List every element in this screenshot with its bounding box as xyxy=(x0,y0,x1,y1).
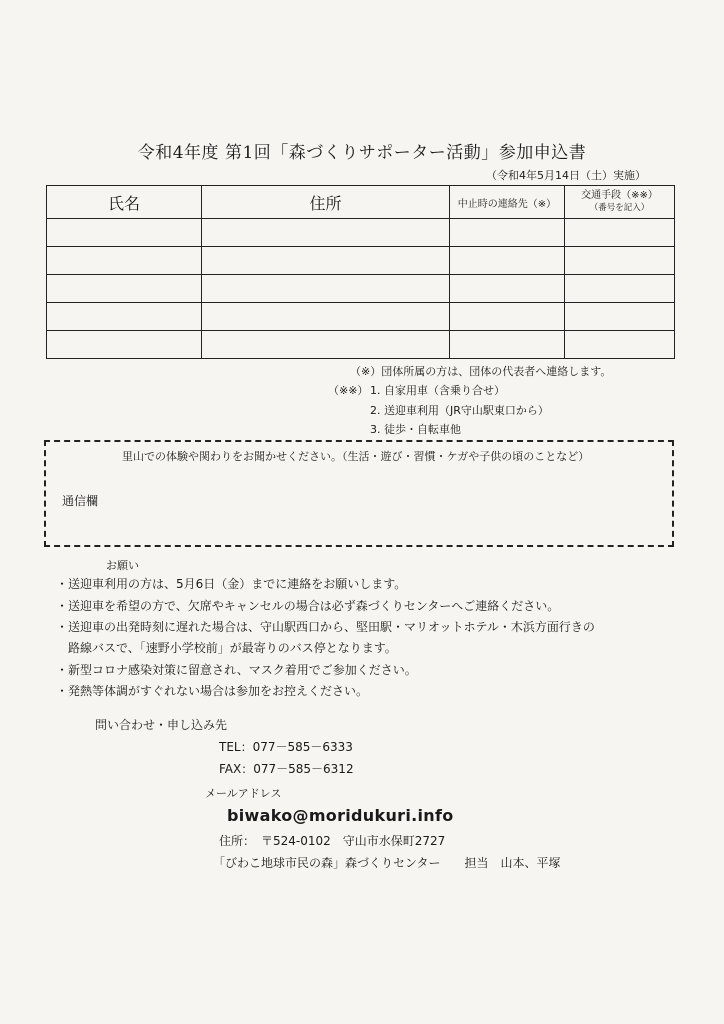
name-cell[interactable] xyxy=(47,331,202,359)
request-item: ・送迎車の出発時刻に遅れた場合は、守山駅西口から、堅田駅・マリオットホテル・木浜方面行きの xyxy=(56,620,595,634)
email-label: メールアドレス xyxy=(205,787,282,800)
name-cell[interactable] xyxy=(47,275,202,303)
transport-option-1: 1. 自家用車（含乗り合せ） xyxy=(370,384,505,397)
communication-label: 通信欄 xyxy=(62,494,99,508)
group-note: （※）団体所属の方は、団体の代表者へ連絡します。 xyxy=(350,365,612,378)
address-cell[interactable] xyxy=(202,331,450,359)
communication-box[interactable] xyxy=(44,440,674,547)
header-transport-label: 交通手段（※※） xyxy=(581,190,658,201)
contact-title: 問い合わせ・申し込み先 xyxy=(95,718,228,732)
communication-prompt: 里山での体験や関わりをお聞かせください。（生活・遊び・習慣・ケガや子供の頃のことなど） xyxy=(122,450,590,463)
contact-email[interactable]: biwako@moridukuri.info xyxy=(227,806,454,825)
table-header-row xyxy=(47,186,675,219)
name-cell[interactable] xyxy=(47,303,202,331)
transport-cell[interactable] xyxy=(565,275,675,303)
transport-option-3: 3. 徒歩・自転車他 xyxy=(370,423,461,436)
header-name: 氏名 xyxy=(47,186,202,219)
contact-address: 住所： 〒524-0102 守山市水保町2727 xyxy=(219,834,446,848)
transport-cell[interactable] xyxy=(565,247,675,275)
contact-cell[interactable] xyxy=(450,331,565,359)
contact-cell[interactable] xyxy=(450,219,565,247)
contact-cell[interactable] xyxy=(450,247,565,275)
contact-cell[interactable] xyxy=(450,275,565,303)
request-item: ・送迎車を希望の方で、欠席やキャンセルの場合は必ず森づくりセンターへご連絡ください。 xyxy=(56,599,560,613)
contact-cell[interactable] xyxy=(450,303,565,331)
table-row xyxy=(47,331,675,359)
header-transport-sub: （番号を記入） xyxy=(589,203,650,213)
name-cell[interactable] xyxy=(47,247,202,275)
table-row xyxy=(47,247,675,275)
header-address: 住所 xyxy=(202,186,450,219)
table-row xyxy=(47,275,675,303)
transport-cell[interactable] xyxy=(565,331,675,359)
request-item: 路線バスで、「速野小学校前」が最寄りのバス停となります。 xyxy=(56,641,397,655)
header-contact: 中止時の連絡先（※） xyxy=(450,186,565,219)
name-cell[interactable] xyxy=(47,219,202,247)
form-title: 令和4年度 第1回「森づくりサポーター活動」参加申込書 xyxy=(137,143,587,163)
contact-tel: TEL：077－585－6333 xyxy=(219,740,353,754)
contact-organization: 「びわこ地球市民の森」森づくりセンター 担当 山本、平塚 xyxy=(213,856,561,870)
transport-cell[interactable] xyxy=(565,219,675,247)
address-cell[interactable] xyxy=(202,247,450,275)
table-row xyxy=(47,219,675,247)
address-cell[interactable] xyxy=(202,219,450,247)
transport-option-2: 2. 送迎車利用（JR守山駅東口から） xyxy=(370,404,549,417)
transport-note-prefix: （※※） xyxy=(328,384,369,397)
request-item: ・送迎車利用の方は、5月6日（金）までに連絡をお願いします。 xyxy=(56,577,407,591)
address-cell[interactable] xyxy=(202,275,450,303)
event-date: （令和4年5月14日（土）実施） xyxy=(486,169,646,182)
transport-cell[interactable] xyxy=(565,303,675,331)
table-row xyxy=(47,303,675,331)
request-item: ・発熱等体調がすぐれない場合は参加をお控えください。 xyxy=(56,684,369,698)
application-table xyxy=(46,185,675,359)
request-item: ・新型コロナ感染対策に留意され、マスク着用でご参加ください。 xyxy=(56,663,417,677)
contact-fax: FAX：077－585－6312 xyxy=(219,762,354,776)
address-cell[interactable] xyxy=(202,303,450,331)
requests-title: お願い xyxy=(106,559,139,572)
header-transport xyxy=(565,186,675,219)
